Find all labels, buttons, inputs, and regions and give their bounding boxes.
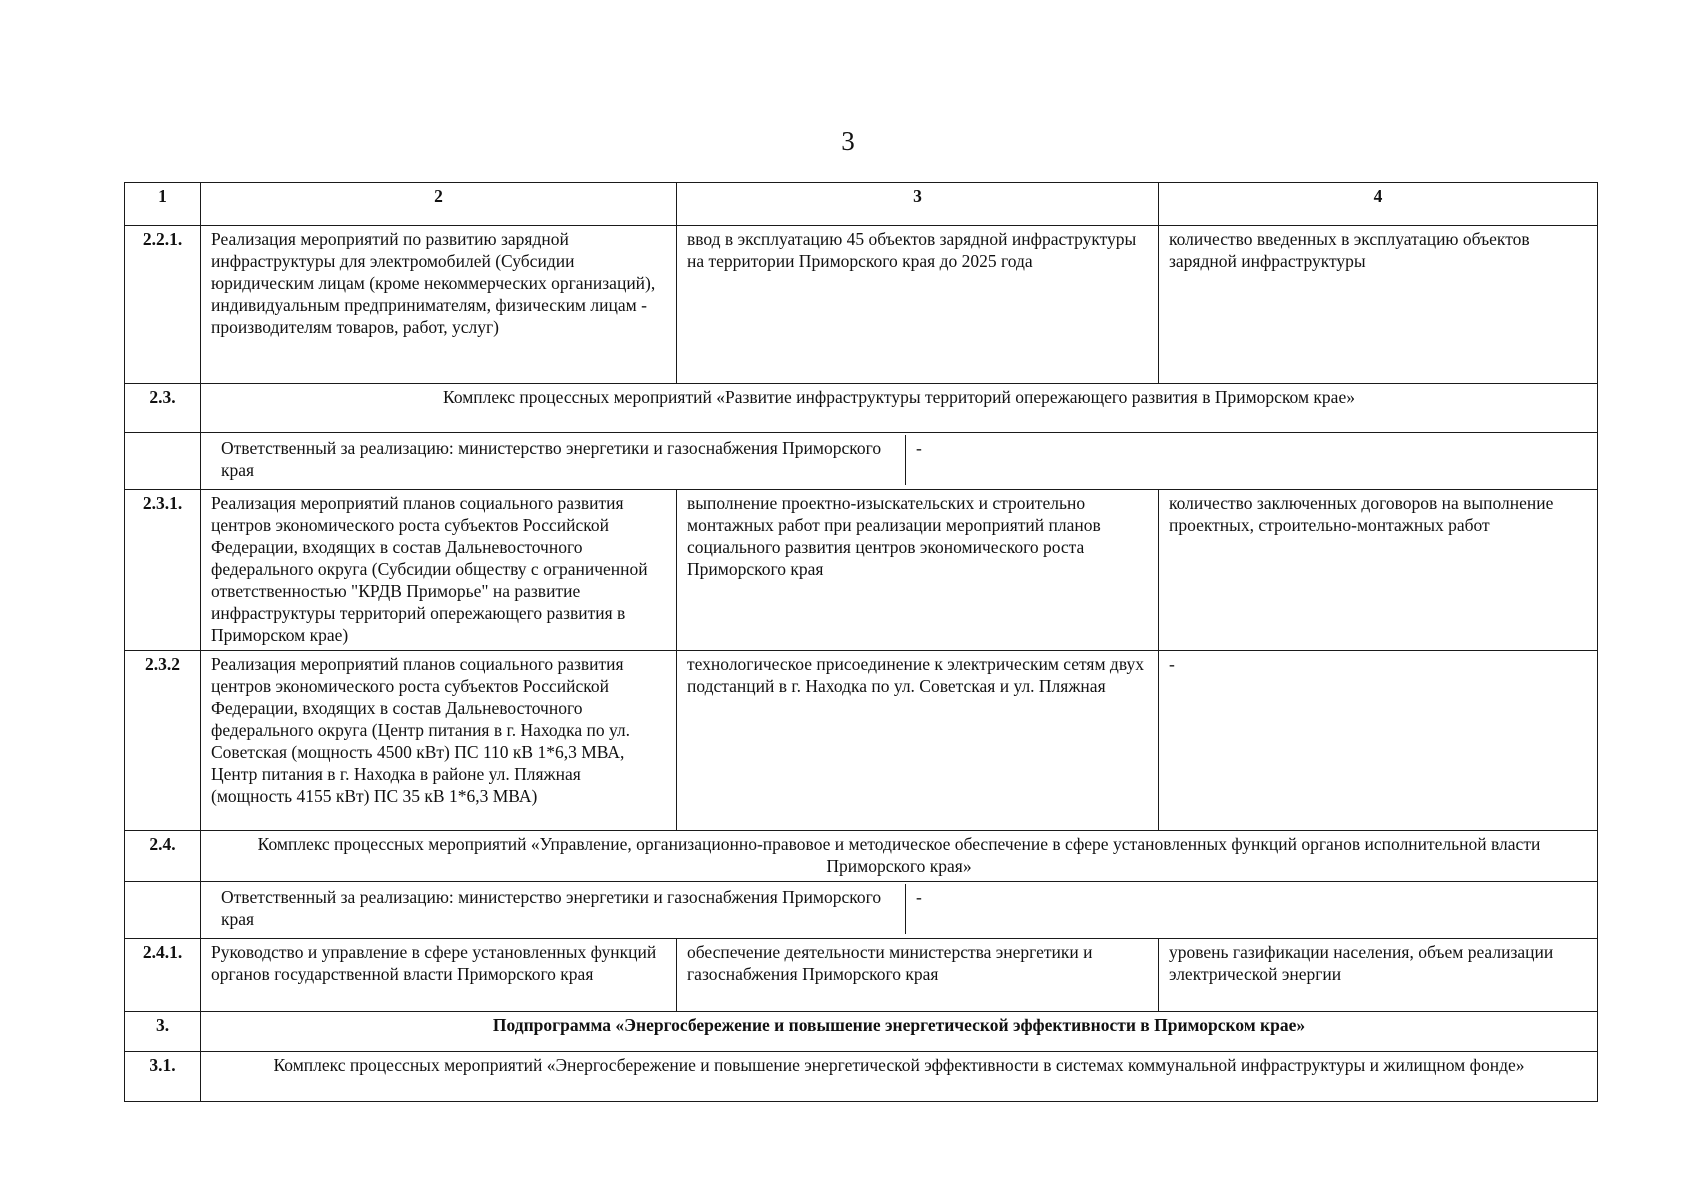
row-number: 3.1. xyxy=(125,1052,201,1102)
measures-table xyxy=(124,182,1598,1102)
row-number: 2.2.1. xyxy=(125,226,201,384)
row-number: 2.4.1. xyxy=(125,939,201,1012)
indicator: количество заключенных договоров на выполнение проектных, строительно-монтажных работ xyxy=(1159,490,1598,651)
indicator: - xyxy=(1159,651,1598,831)
responsible-cell xyxy=(201,433,1598,490)
expected-result: ввод в эксплуатацию 45 объектов зарядной инфраструктуры на территории Приморского края до 2025 года xyxy=(677,226,1159,384)
row-number: 2.3.1. xyxy=(125,490,201,651)
header-col-2: 2 xyxy=(201,183,677,226)
header-col-1: 1 xyxy=(125,183,201,226)
responsible-dash: - xyxy=(916,438,922,458)
table-row xyxy=(125,490,1598,651)
empty-cell xyxy=(125,882,201,939)
row-number: 2.4. xyxy=(125,831,201,882)
responsible-dash: - xyxy=(916,887,922,907)
measure-name: Реализация мероприятий планов социального развития центров экономического роста субъектов Российской Федерации, входящих в состав Дальневосточного федерального округа (Субсидии обществу с ограниченной ответственностью "КРДВ Приморье" на развитие инфраструктуры территорий опережающего развития в Приморском крае) xyxy=(201,490,677,651)
measure-name: Реализация мероприятий планов социального развития центров экономического роста субъектов Российской Федерации, входящих в состав Дальневосточного федерального округа (Центр питания в г. Находка по ул. Советская (мощность 4500 кВт) ПС 110 кВ 1*6,3 МВА, Центр питания в г. Находка в районе ул. Пляжная (мощность 4155 кВт) ПС 35 кВ 1*6,3 МВА) xyxy=(201,651,677,831)
measure-name: Руководство и управление в сфере установленных функций органов государственной власти Приморского края xyxy=(201,939,677,1012)
section-title: Комплекс процессных мероприятий «Управление, организационно-правовое и методическое обеспечение в сфере установленных функций органов исполнительной власти Приморского края» xyxy=(201,831,1598,882)
measure-name: Реализация мероприятий по развитию зарядной инфраструктуры для электромобилей (Субсидии юридическим лицам (кроме некоммерческих организаций), индивидуальным предпринимателям, физическим лицам - производителям товаров, работ, услуг) xyxy=(201,226,677,384)
section-row xyxy=(125,384,1598,433)
indicator: уровень газификации населения, объем реализации электрической энергии xyxy=(1159,939,1598,1012)
responsible-row xyxy=(125,882,1598,939)
row-number: 2.3. xyxy=(125,384,201,433)
responsible-row xyxy=(125,433,1598,490)
responsible-cell xyxy=(201,882,1598,939)
expected-result: обеспечение деятельности министерства энергетики и газоснабжения Приморского края xyxy=(677,939,1159,1012)
section-title: Комплекс процессных мероприятий «Энергосбережение и повышение энергетической эффективности в системах коммунальной инфраструктуры и жилищном фонде» xyxy=(201,1052,1598,1102)
section-row xyxy=(125,831,1598,882)
subprogram-row xyxy=(125,1012,1598,1052)
header-col-3: 3 xyxy=(677,183,1159,226)
empty-cell xyxy=(125,433,201,490)
row-number: 2.3.2 xyxy=(125,651,201,831)
table-row xyxy=(125,226,1598,384)
subprogram-title: Подпрограмма «Энергосбережение и повышение энергетической эффективности в Приморском крае» xyxy=(201,1012,1598,1052)
page-number: 3 xyxy=(841,126,855,156)
table-header-row xyxy=(125,183,1598,226)
section-row xyxy=(125,1052,1598,1102)
indicator: количество введенных в эксплуатацию объектов зарядной инфраструктуры xyxy=(1159,226,1598,384)
row-number: 3. xyxy=(125,1012,201,1052)
responsible-text: Ответственный за реализацию: министерство энергетики и газоснабжения Приморского края xyxy=(211,435,906,485)
responsible-text: Ответственный за реализацию: министерство энергетики и газоснабжения Приморского края xyxy=(211,884,906,934)
table-row xyxy=(125,939,1598,1012)
section-title: Комплекс процессных мероприятий «Развитие инфраструктуры территорий опережающего развития в Приморском крае» xyxy=(201,384,1598,433)
expected-result: технологическое присоединение к электрическим сетям двух подстанций в г. Находка по ул. Советская и ул. Пляжная xyxy=(677,651,1159,831)
table-row xyxy=(125,651,1598,831)
header-col-4: 4 xyxy=(1159,183,1598,226)
expected-result: выполнение проектно-изыскательских и строительно монтажных работ при реализации мероприятий планов социального развития центров экономического роста Приморского края xyxy=(677,490,1159,651)
